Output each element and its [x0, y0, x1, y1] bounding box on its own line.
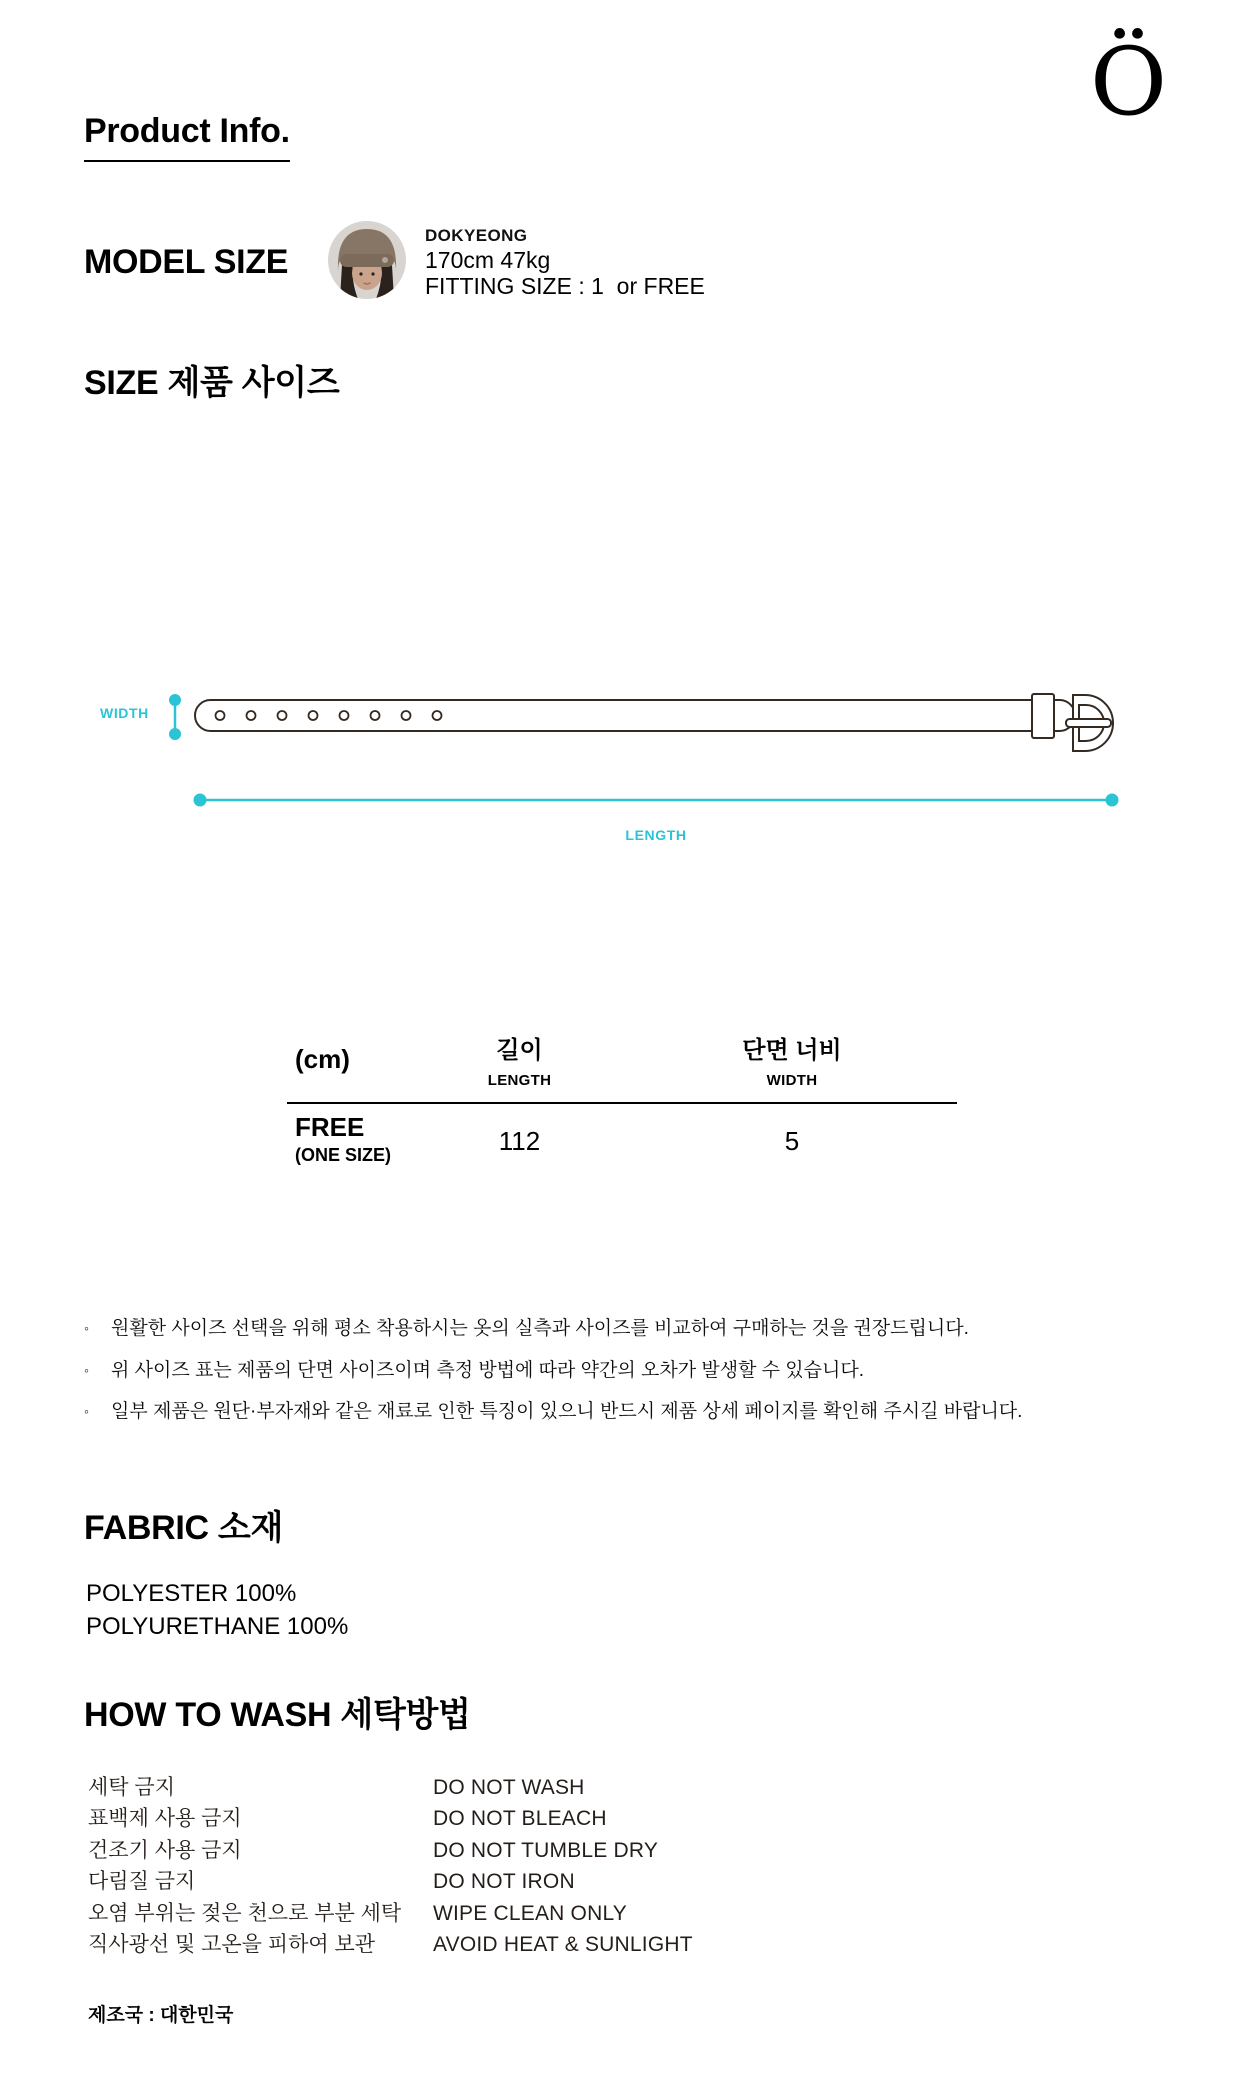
size-table-length-header: [412, 1016, 627, 1102]
wash-instruction-row: [88, 1898, 693, 1929]
model-name: DOKYEONG: [425, 226, 528, 245]
bullet-icon: ◦: [84, 1320, 89, 1336]
length-endpoint-right-dot: [1106, 794, 1119, 807]
fabric-list: [86, 1578, 348, 1643]
size-note-item: [84, 1308, 1194, 1350]
fabric-item: POLYURETHANE 100%: [86, 1612, 349, 1640]
wash-instruction-ko: 직사광선 및 고온을 피하여 보관: [88, 1933, 376, 1957]
size-table-unit-header: [287, 1016, 412, 1102]
model-stats: 170cm 47kg: [425, 247, 551, 273]
wash-instruction-row: [88, 1929, 693, 1960]
page-title: Product Info.: [84, 112, 290, 162]
size-note-item: [84, 1391, 1194, 1433]
size-note-item: [84, 1350, 1194, 1392]
size-note-text: 위 사이즈 표는 제품의 단면 사이즈이며 측정 방법에 따라 약간의 오차가 발생할 수 있습니다.: [111, 1359, 865, 1381]
width-header-ko: 단면 너비: [742, 1036, 842, 1064]
unit-label: (cm): [295, 1043, 350, 1074]
size-table: [287, 1016, 957, 1167]
brand-logo: Ö: [1090, 28, 1168, 137]
wash-instructions-list: [88, 1772, 693, 1960]
belt-outline-drawing: [195, 694, 1113, 751]
size-note-text: 일부 제품은 원단·부자재와 같은 재료로 인한 특징이 있으니 반드시 제품 상세 페이지를 확인해 주시길 바랍니다.: [111, 1401, 1023, 1422]
width-label: WIDTH: [100, 705, 149, 721]
bullet-icon: ◦: [84, 1361, 89, 1378]
width-header-en: WIDTH: [766, 1071, 818, 1089]
size-free-label: FREE: [295, 1112, 365, 1142]
model-size-heading: MODEL SIZE: [84, 243, 289, 281]
wash-instruction-row: [88, 1803, 693, 1834]
width-endpoint-top-dot: [169, 694, 181, 706]
wash-instruction-row: [88, 1835, 693, 1866]
fabric-item: POLYESTER 100%: [86, 1580, 297, 1607]
country-of-origin: 제조국 : 대한민국: [88, 2005, 234, 2026]
wash-instruction-en: DO NOT TUMBLE DRY: [433, 1838, 659, 1862]
wash-instruction-ko: 오염 부위는 젖은 천으로 부분 세탁: [88, 1901, 402, 1925]
length-header-ko: 길이: [496, 1036, 543, 1064]
size-note-text: 원활한 사이즈 선택을 위해 평소 착용하시는 옷의 실측과 사이즈를 비교하여 구매하는 것을 권장드립니다.: [111, 1318, 969, 1339]
wash-instruction-en: WIPE CLEAN ONLY: [433, 1901, 627, 1925]
size-row-length-value: 112: [498, 1126, 541, 1156]
wash-instruction-row: [88, 1866, 693, 1897]
wash-instruction-ko: 표백제 사용 금지: [88, 1807, 242, 1831]
size-table-width-header: [627, 1016, 957, 1102]
wash-section-heading: HOW TO WASH 세탁방법: [84, 1696, 471, 1734]
wash-instruction-ko: 건조기 사용 금지: [88, 1838, 242, 1862]
width-endpoint-bottom-dot: [169, 728, 181, 740]
model-fitting-size: FITTING SIZE : 1 or FREE: [425, 273, 705, 299]
size-row-width-value: 5: [784, 1126, 800, 1156]
wash-instruction-row: [88, 1772, 693, 1803]
belt-measurement-diagram: [80, 680, 1140, 855]
size-section-heading: SIZE 제품 사이즈: [84, 364, 340, 402]
fabric-section-heading: FABRIC 소재: [84, 1509, 283, 1547]
wash-instruction-en: DO NOT WASH: [433, 1776, 585, 1799]
size-notes: [84, 1308, 1194, 1433]
wash-instruction-ko: 다림질 금지: [88, 1870, 196, 1894]
bullet-icon: ◦: [84, 1403, 89, 1419]
model-avatar: [328, 221, 406, 299]
size-one-size-label: (ONE SIZE): [295, 1145, 392, 1166]
length-header-en: LENGTH: [487, 1071, 552, 1089]
wash-instruction-en: AVOID HEAT & SUNLIGHT: [433, 1933, 693, 1957]
wash-instruction-en: DO NOT BLEACH: [433, 1807, 607, 1831]
length-endpoint-left-dot: [194, 794, 207, 807]
wash-instruction-en: DO NOT IRON: [433, 1870, 575, 1894]
wash-instruction-ko: 세탁 금지: [88, 1776, 175, 1799]
size-row-label-cell: [287, 1104, 412, 1167]
length-label: LENGTH: [625, 827, 687, 843]
belt-keeper: [1032, 694, 1054, 738]
belt-prong: [1066, 719, 1111, 727]
